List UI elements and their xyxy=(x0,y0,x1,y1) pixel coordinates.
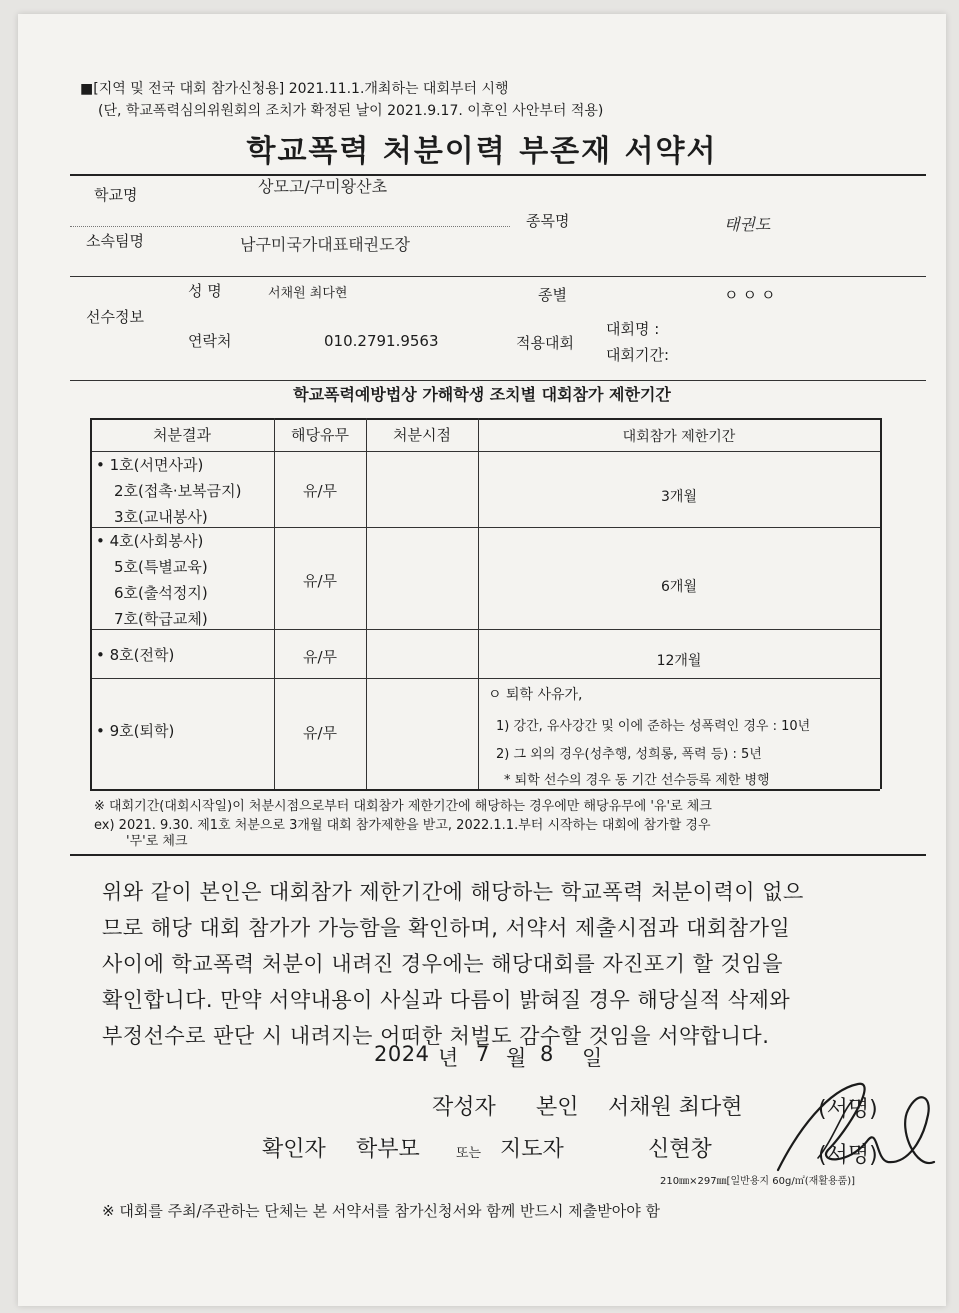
note-2a: ex) 2021. 9.30. 제1호 처분으로 3개월 대회 참가제한을 받고, 2022.1.1.부터 시작하는 대회에 참가할 경우 xyxy=(94,818,711,833)
name-label: 성 명 xyxy=(188,282,222,300)
confirm-role-coach: 지도자 xyxy=(500,1137,564,1162)
writer-sign-mark: (서명) xyxy=(818,1097,878,1122)
confirm-name: 신현창 xyxy=(648,1137,712,1162)
event-value: 태권도 xyxy=(724,215,771,234)
row1-yn: 유/무 xyxy=(302,482,338,500)
row3-period: 12개월 xyxy=(656,653,702,669)
school-value: 상모고/구미왕산초 xyxy=(258,177,388,196)
date-year: 2024 xyxy=(374,1042,430,1066)
apply-competition-label: 적용대회 xyxy=(516,334,574,352)
header-disposition-date: 처분시점 xyxy=(393,426,451,444)
event-label: 종목명 xyxy=(526,212,570,230)
document-title: 학교폭력 처분이력 부존재 서약서 xyxy=(246,134,718,169)
team-value: 남구미국가대표태권도장 xyxy=(240,235,411,254)
pledge-document xyxy=(18,14,946,1306)
team-label: 소속팀명 xyxy=(86,232,144,250)
date-day-unit: 일 xyxy=(582,1046,603,1070)
row2-period: 6개월 xyxy=(661,579,697,595)
header-result: 처분결과 xyxy=(153,426,211,444)
contact-value: 010.2791.9563 xyxy=(324,332,439,350)
row4-item1: • 9호(퇴학) xyxy=(96,722,175,740)
writer-role: 본인 xyxy=(536,1095,579,1120)
date-month: 7 xyxy=(476,1042,490,1066)
date-year-unit: 년 xyxy=(438,1046,459,1070)
name-value: 서채원 최다현 xyxy=(268,286,348,301)
note-2b: '무'로 체크 xyxy=(126,834,188,849)
gender-label: 종별 xyxy=(538,286,567,304)
date-month-unit: 월 xyxy=(506,1046,527,1070)
row2-item4: 7호(학급교체) xyxy=(114,610,208,628)
writer-label: 작성자 xyxy=(432,1095,496,1120)
confirm-label: 확인자 xyxy=(262,1137,326,1162)
contact-label: 연락처 xyxy=(188,332,232,350)
row4-period-line3: 2) 그 외의 경우(성추행, 성희롱, 폭력 등) : 5년 xyxy=(496,747,762,762)
header-applicable: 해당유무 xyxy=(291,426,349,444)
pledge-line-4: 확인합니다. 만약 서약내용이 사실과 다름이 밝혀질 경우 해당실적 삭제와 xyxy=(102,988,791,1012)
gender-value: ㅇㅇㅇ xyxy=(724,286,780,304)
competition-name-label: 대회명 : xyxy=(606,320,660,338)
row4-period-line2: 1) 강간, 유사강간 및 이에 준하는 성폭력인 경우 : 10년 xyxy=(496,719,811,734)
competition-period-label: 대회기간: xyxy=(606,346,670,364)
row2-item1: • 4호(사회봉사) xyxy=(96,532,204,550)
row4-period-line4: * 퇴학 선수의 경우 동 기간 선수등록 제한 병행 xyxy=(504,773,770,788)
paper-spec: 210㎜×297㎜[일반용지 60g/㎡(재활용품)] xyxy=(660,1176,856,1187)
row2-yn: 유/무 xyxy=(302,572,338,590)
row2-item3: 6호(출석정지) xyxy=(114,584,208,602)
row1-period: 3개월 xyxy=(661,489,697,505)
confirm-role-parent: 학부모 xyxy=(356,1137,420,1162)
row4-yn: 유/무 xyxy=(302,724,338,742)
header-notice-line1: ■[지역 및 전국 대회 참가신청용] 2021.11.1.개최하는 대회부터 시행 xyxy=(80,81,509,97)
confirm-or: 또는 xyxy=(456,1146,482,1161)
row3-item1: • 8호(전학) xyxy=(96,646,175,664)
row1-item1: • 1호(서면사과) xyxy=(96,456,204,474)
pledge-line-1: 위와 같이 본인은 대회참가 제한기간에 해당하는 학교폭력 처분이력이 없으 xyxy=(102,880,804,904)
player-info-label: 선수정보 xyxy=(86,308,144,326)
pledge-line-5: 부정선수로 판단 시 내려지는 어떠한 처벌도 감수할 것임을 서약합니다. xyxy=(102,1024,770,1048)
pledge-line-3: 사이에 학교폭력 처분이 내려진 경우에는 해당대회를 자진포기 할 것임을 xyxy=(102,952,783,976)
row4-period-line1: ㅇ 퇴학 사유가, xyxy=(488,687,583,703)
confirm-sign-mark: (서명) xyxy=(818,1143,878,1168)
row1-item3: 3호(교내봉사) xyxy=(114,508,208,526)
row3-yn: 유/무 xyxy=(302,648,338,666)
row2-item2: 5호(특별교육) xyxy=(114,558,208,576)
note-1: ※ 대회기간(대회시작일)이 처분시점으로부터 대회참가 제한기간에 해당하는 경우에만 해당유무에 '유'로 체크 xyxy=(94,799,712,814)
writer-name: 서채원 최다현 xyxy=(608,1095,743,1120)
header-notice-line2: (단, 학교폭력심의위원회의 조치가 확정된 날이 2021.9.17. 이후인 사안부터 적용) xyxy=(98,103,604,119)
pledge-line-2: 므로 해당 대회 참가가 가능함을 확인하며, 서약서 제출시점과 대회참가일 xyxy=(102,916,791,940)
table-title: 학교폭력예방법상 가해학생 조치별 대회참가 제한기간 xyxy=(293,385,671,404)
row1-item2: 2호(접촉·보복금지) xyxy=(114,482,242,500)
date-day: 8 xyxy=(540,1042,554,1066)
header-restriction-period: 대회참가 제한기간 xyxy=(622,429,736,445)
school-label: 학교명 xyxy=(94,186,138,204)
footer-notice: ※ 대회를 주최/주관하는 단체는 본 서약서를 참가신청서와 함께 반드시 제출받아야 함 xyxy=(102,1202,660,1220)
